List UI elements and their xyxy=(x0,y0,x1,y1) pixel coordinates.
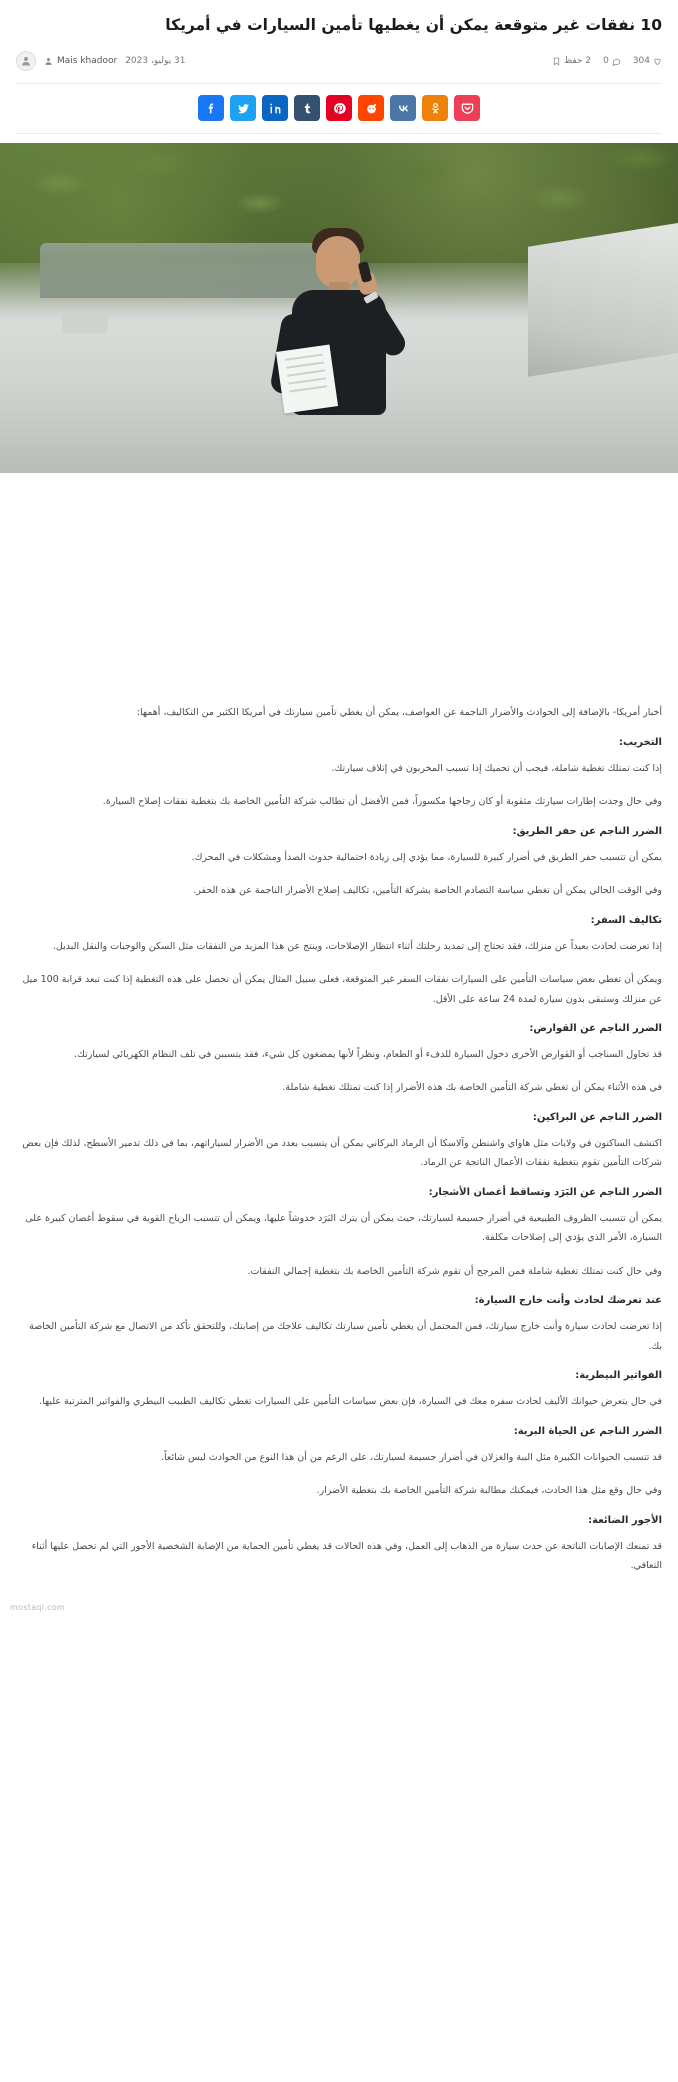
vk-icon xyxy=(396,101,411,116)
article-paragraph: اكتشف الساكنون في ولايات مثل هاواي واشنطن وآلاسكا أن الرماد البركاني يمكن أن يتسبب بعدد من الأضرار لسياراتهم، بما في ذلك تدمير الأسطح، لذلك فإن بعض شركات التأمين تقوم بتغطية نفقات الأعمال الناتجة عن الرماد. xyxy=(22,1137,662,1169)
bookmark-icon xyxy=(552,57,561,66)
hero-open-hood xyxy=(528,223,678,377)
avatar xyxy=(16,51,36,71)
article-paragraph: ويمكن أن تغطي بعض سياسات التأمين على السيارات نفقات السفر غير المتوقعة، فعلى سبيل المثال يمكن أن تحصل على هذه التغطية إذا كنت تبعد قرابة 100 ميل عن منزلك وستبقى بدون سيارة لمدة 24 ساعة على الأقل. xyxy=(22,974,662,1005)
article-heading: الضرر الناجم عن البَرَد وتساقط أغصان الأشجار: xyxy=(428,1186,662,1198)
article-heading: الأجور الضائعة: xyxy=(588,1514,662,1526)
reddit-icon xyxy=(365,102,378,115)
site-watermark: mostaql.com xyxy=(10,1602,66,1612)
article-hero-image xyxy=(0,143,678,473)
author-name: Mais khadoor xyxy=(57,56,118,67)
article-paragraph: في هذه الأثناء يمكن أن تغطي شركة التأمين الخاصة بك هذه الأضرار إذا كنت تمتلك تغطية شاملة. xyxy=(282,1082,662,1094)
article-paragraph: في حال يتعرض حيوانك الأليف لحادث سفره معك في السيارة، فإن بعض سياسات التأمين على السيارات تغطي تكاليف الطبيب البيطري والفواتير المترتبة عليها. xyxy=(39,1396,662,1408)
article-paragraph: إذا كنت تمتلك تغطية شاملة، فيجب أن تحميك إذا تسبب المخربون في إتلاف سيارتك. xyxy=(331,762,662,774)
article-heading: عند تعرضك لحادث وأنت خارج السيارة: xyxy=(474,1295,662,1307)
article-heading: الضرر الناجم عن القوارض: xyxy=(529,1023,662,1034)
article-paragraph: قد تحاول السناجب أو القوارض الأخرى دخول السيارة للدفء أو الطعام، ونظراً لأنها يمضغون كل شيء، فقد يتسببن في تلف النظام الكهربائي لسيارتك. xyxy=(74,1049,662,1060)
like-count-label: 304 xyxy=(632,56,650,67)
article-heading: الفواتير البيطرية: xyxy=(575,1370,662,1382)
share-buttons-row xyxy=(16,84,662,134)
share-pinterest-button[interactable] xyxy=(326,95,352,121)
share-pocket-button[interactable] xyxy=(454,95,480,121)
article-paragraph: وفي حال وقع مثل هذا الحادث، فيمكنك مطالبة شركة التأمين الخاصة بك بتغطية الأضرار. xyxy=(316,1485,662,1497)
heart-icon xyxy=(653,57,662,66)
save-count[interactable] xyxy=(552,56,591,66)
article-heading: التخريب: xyxy=(618,736,662,748)
share-twitter-button[interactable] xyxy=(230,95,256,121)
comment-icon xyxy=(612,57,621,66)
like-count[interactable] xyxy=(633,56,662,66)
article-heading: الضرر الناجم عن البراكين: xyxy=(532,1111,662,1123)
pinterest-icon xyxy=(333,102,346,115)
twitter-icon xyxy=(237,102,250,115)
hero-side-mirror xyxy=(62,311,108,333)
meta-author-group xyxy=(16,51,542,71)
article-heading: تكاليف السفر: xyxy=(590,914,662,926)
user-icon xyxy=(44,57,53,66)
tumblr-icon xyxy=(301,102,314,115)
person-document xyxy=(276,345,338,414)
odnoklassniki-icon xyxy=(429,102,442,115)
article-paragraph: إذا تعرضت لحادث سيارة وأنت خارج سيارتك، فمن المحتمل أن يغطي تأمين سيارتك تكاليف علاجك من إصابتك، وللتحقق تأكد من الاتصال مع شركة التأمين الخاصة بك. xyxy=(29,1321,662,1352)
article-paragraph: وفي حال كنت تمتلك تغطية شاملة فمن المرجح أن تقوم شركة التأمين الخاصة بك بتغطية إجمالي النفقات. xyxy=(247,1265,662,1277)
page-title: 10 نفقات غير متوقعة يمكن أن يغطيها تأمين السيارات في أمريكا xyxy=(165,16,662,34)
share-facebook-button[interactable] xyxy=(198,95,224,121)
article-paragraph: أخبار أمريكا- بالإضافة إلى الحوادث والأضرار الناجمة عن العواصف، يمكن أن يغطي تأمين سيارتك في أمريكا الكثير من التكاليف، أهمها: xyxy=(136,707,662,719)
share-reddit-button[interactable] xyxy=(358,95,384,121)
article-header xyxy=(0,0,678,84)
share-odnoklassniki-button[interactable] xyxy=(422,95,448,121)
share-vk-button[interactable] xyxy=(390,95,416,121)
bottom-spacer xyxy=(16,1590,662,1616)
person-head xyxy=(316,236,360,288)
save-count-label: 2 حفظ xyxy=(563,56,592,67)
publish-date: 31 يوليو، 2023 xyxy=(125,56,186,67)
article-heading: الضرر الناجم عن حفر الطريق: xyxy=(512,825,662,837)
share-linkedin-button[interactable] xyxy=(262,95,288,121)
article-body xyxy=(0,703,678,1615)
share-tumblr-button[interactable] xyxy=(294,95,320,121)
author-name-group[interactable] xyxy=(44,56,117,66)
article-paragraph: وفي الوقت الحالي يمكن أن تغطي سياسة التصادم الخاصة بشركة التأمين، تكاليف إصلاح الأضرار الناجمة عن هذه الحفر. xyxy=(193,885,662,897)
article-heading: الضرر الناجم عن الحياة البرية: xyxy=(513,1425,662,1437)
article-paragraph: قد تتسبب الحيوانات الكبيرة مثل الببة والغزلان في أضرار جسيمة لسيارتك، على الرغم من أن هذا النوع من الحوادث ليس شائعاً. xyxy=(160,1451,662,1463)
linkedin-icon xyxy=(269,102,282,115)
pocket-icon xyxy=(461,102,474,115)
article-paragraph: وفي حال وجدت إطارات سيارتك مثقوبة أو كان زجاجها مكسوراً، فمن الأفضل أن تطالب شركة التأمين الخاصة بك بتغطية نفقات إصلاح السيارة. xyxy=(102,796,662,808)
article-paragraph: إذا تعرضت لحادث بعيداً عن منزلك، فقد تحتاج إلى تمديد رحلتك أثناء انتظار الإصلاحات، وينتج عن هذا المزيد من النفقات مثل السكن والوجبات والنقل البديل. xyxy=(52,940,662,952)
comment-count-label: 0 xyxy=(603,56,609,67)
article-meta xyxy=(16,51,662,84)
facebook-icon xyxy=(205,102,218,115)
meta-stats xyxy=(552,56,662,66)
article-paragraph: يمكن أن تتسبب الظروف الطبيعية في أضرار جسيمة لسيارتك، حيث يمكن أن يترك البَرَد خدوشاً عليها، ويمكن أن تتسبب الرياح القوية في سقوط أغصان كبيرة على السيارة، الأمر الذي يؤدي إلى إصلاحات مكلفة. xyxy=(25,1212,662,1244)
article-paragraph: قد تمنعك الإصابات الناتجة عن حدث سيارة من الذهاب إلى العمل، وفي هذه الحالات قد يغطي تأمين الحماية من الإصابة الشخصية الأجور التي لم تحصل عليها أثناء التعافي. xyxy=(31,1540,662,1572)
article-paragraph: يمكن أن تتسبب حفر الطريق في أضرار كبيرة للسيارة، مما يؤدي إلى زيادة احتمالية حدوث الصدأ ومشكلات في المحرك. xyxy=(191,851,662,863)
hero-person xyxy=(254,228,424,473)
comment-count[interactable] xyxy=(603,56,621,66)
